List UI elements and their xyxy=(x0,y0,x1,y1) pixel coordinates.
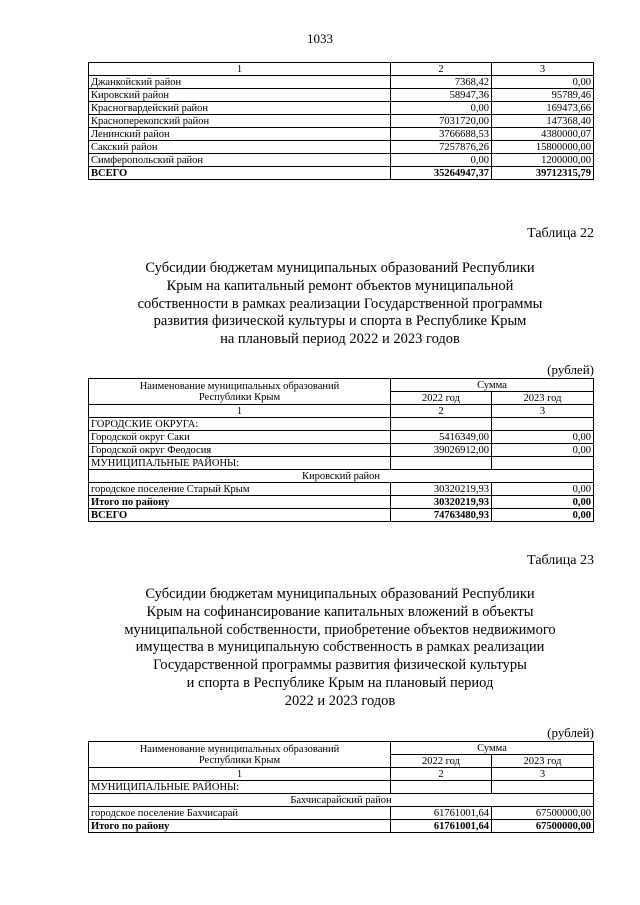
header-year-2022: 2022 год xyxy=(391,755,492,768)
subtotal-row xyxy=(89,820,594,833)
table-23 xyxy=(88,741,594,833)
col-number-1: 1 xyxy=(89,768,391,781)
section-label: МУНИЦИПАЛЬНЫЕ РАЙОНЫ: xyxy=(89,781,391,794)
col-number-3: 3 xyxy=(492,405,594,418)
title-line: на плановый период 2022 и 2023 годов xyxy=(220,331,460,348)
total-label: ВСЕГО xyxy=(89,167,391,180)
row-value-2023: 15800000,00 xyxy=(492,141,594,154)
header-name xyxy=(89,379,391,405)
title-line: и спорта в Республике Крым на плановый период xyxy=(186,674,494,691)
empty-cell xyxy=(492,457,594,470)
table-row xyxy=(89,115,594,128)
row-value-2022: 39026912,00 xyxy=(391,444,492,457)
row-value-2023: 67500000,00 xyxy=(492,807,594,820)
row-name: Джанкойский район xyxy=(89,76,391,89)
total-value-2023: 39712315,79 xyxy=(492,167,594,180)
district-row xyxy=(89,794,594,807)
row-name: Городской округ Саки xyxy=(89,431,391,444)
row-value-2022: 3766688,53 xyxy=(391,128,492,141)
col-number-1: 1 xyxy=(89,405,391,418)
table-22-caption: Таблица 22 xyxy=(527,226,594,241)
empty-cell xyxy=(492,781,594,794)
row-value-2022: 5416349,00 xyxy=(391,431,492,444)
row-value-2022: 0,00 xyxy=(391,154,492,167)
table-22-title xyxy=(80,260,600,349)
row-value-2023: 1200000,00 xyxy=(492,154,594,167)
row-value-2022: 7368,42 xyxy=(391,76,492,89)
section-row xyxy=(89,418,594,431)
subtotal-value-2022: 30320219,93 xyxy=(391,496,492,509)
row-value-2022: 7031720,00 xyxy=(391,115,492,128)
header-year-2023: 2023 год xyxy=(492,755,594,768)
title-line: собственности в рамках реализации Государственной программы xyxy=(137,295,543,312)
row-value-2023: 95789,46 xyxy=(492,89,594,102)
row-name: Красногвардейский район xyxy=(89,102,391,115)
title-line: Крым на софинансирование капитальных вложений в объекты xyxy=(146,603,534,620)
table-22-unit: (рублей) xyxy=(547,362,594,377)
subtotal-label: Итого по району xyxy=(89,496,391,509)
row-value-2023: 0,00 xyxy=(492,483,594,496)
header-name xyxy=(89,742,391,768)
row-name: Кировский район xyxy=(89,89,391,102)
subtotal-value-2022: 61761001,64 xyxy=(391,820,492,833)
empty-cell xyxy=(391,418,492,431)
row-value-2023: 4380000,07 xyxy=(492,128,594,141)
row-value-2023: 147368,40 xyxy=(492,115,594,128)
district-name: Бахчисарайский район xyxy=(89,794,594,807)
empty-cell xyxy=(391,457,492,470)
table-23-title xyxy=(80,586,600,711)
title-line: Крым на капитальный ремонт объектов муниципальной xyxy=(166,277,514,294)
section-label: ГОРОДСКИЕ ОКРУГА: xyxy=(89,418,391,431)
row-value-2022: 30320219,93 xyxy=(391,483,492,496)
section-label: МУНИЦИПАЛЬНЫЕ РАЙОНЫ: xyxy=(89,457,391,470)
row-value-2023: 0,00 xyxy=(492,76,594,89)
row-name: Симферопольский район xyxy=(89,154,391,167)
title-line: развития физической культуры и спорта в Республике Крым xyxy=(153,313,527,330)
table-continuation xyxy=(88,62,594,180)
col-number-1: 1 xyxy=(89,63,391,76)
title-line: Государственной программы развития физической культуры xyxy=(153,657,527,674)
total-label: ВСЕГО xyxy=(89,509,391,522)
title-line: муниципальной собственности, приобретение объектов недвижимого xyxy=(124,621,556,638)
title-line: Субсидии бюджетам муниципальных образований Республики xyxy=(145,260,535,276)
header-name-line-1: Наименование муниципальных образований xyxy=(139,743,340,755)
total-row xyxy=(89,509,594,522)
header-year-2023: 2023 год xyxy=(492,392,594,405)
col-number-2: 2 xyxy=(391,405,492,418)
subtotal-label: Итого по району xyxy=(89,820,391,833)
empty-cell xyxy=(391,781,492,794)
row-value-2022: 7257876,26 xyxy=(391,141,492,154)
table-row xyxy=(89,431,594,444)
table-row xyxy=(89,141,594,154)
total-row xyxy=(89,167,594,180)
title-line: имущества в муниципальную собственность в рамках реализации xyxy=(135,639,545,656)
table-row xyxy=(89,89,594,102)
table-row xyxy=(89,444,594,457)
table-23-caption: Таблица 23 xyxy=(527,553,594,568)
table-23-unit: (рублей) xyxy=(547,725,594,740)
col-number-3: 3 xyxy=(492,768,594,781)
col-number-2: 2 xyxy=(391,768,492,781)
header-name-line-2: Республики Крым xyxy=(198,754,281,766)
col-number-3: 3 xyxy=(492,63,594,76)
title-line: 2022 и 2023 годов xyxy=(284,692,396,709)
total-value-2023: 0,00 xyxy=(492,509,594,522)
header-year-2022: 2022 год xyxy=(391,392,492,405)
total-value-2022: 74763480,93 xyxy=(391,509,492,522)
header-name-line-2: Республики Крым xyxy=(198,391,281,403)
row-name: Красноперекопский район xyxy=(89,115,391,128)
title-line: Субсидии бюджетам муниципальных образований Республики xyxy=(145,586,535,602)
table-row xyxy=(89,102,594,115)
subtotal-row xyxy=(89,496,594,509)
row-value-2023: 0,00 xyxy=(492,444,594,457)
col-number-2: 2 xyxy=(391,63,492,76)
subtotal-value-2023: 67500000,00 xyxy=(492,820,594,833)
section-row xyxy=(89,781,594,794)
row-name: Ленинский район xyxy=(89,128,391,141)
header-sum: Сумма xyxy=(391,742,594,755)
empty-cell xyxy=(492,418,594,431)
section-row xyxy=(89,457,594,470)
table-row xyxy=(89,128,594,141)
row-name: городское поселение Бахчисарай xyxy=(89,807,391,820)
row-name: городское поселение Старый Крым xyxy=(89,483,391,496)
district-row xyxy=(89,470,594,483)
row-value-2023: 169473,66 xyxy=(492,102,594,115)
table-row xyxy=(89,154,594,167)
row-value-2023: 0,00 xyxy=(492,431,594,444)
table-row xyxy=(89,76,594,89)
table-row xyxy=(89,483,594,496)
row-name: Городской округ Феодосия xyxy=(89,444,391,457)
table-22 xyxy=(88,378,594,522)
header-name-line-1: Наименование муниципальных образований xyxy=(139,380,340,392)
subtotal-value-2023: 0,00 xyxy=(492,496,594,509)
page-number: 1033 xyxy=(307,31,333,46)
row-value-2022: 61761001,64 xyxy=(391,807,492,820)
table-row xyxy=(89,807,594,820)
total-value-2022: 35264947,37 xyxy=(391,167,492,180)
row-value-2022: 58947,36 xyxy=(391,89,492,102)
row-name: Сакский район xyxy=(89,141,391,154)
row-value-2022: 0,00 xyxy=(391,102,492,115)
header-sum: Сумма xyxy=(391,379,594,392)
district-name: Кировский район xyxy=(89,470,594,483)
